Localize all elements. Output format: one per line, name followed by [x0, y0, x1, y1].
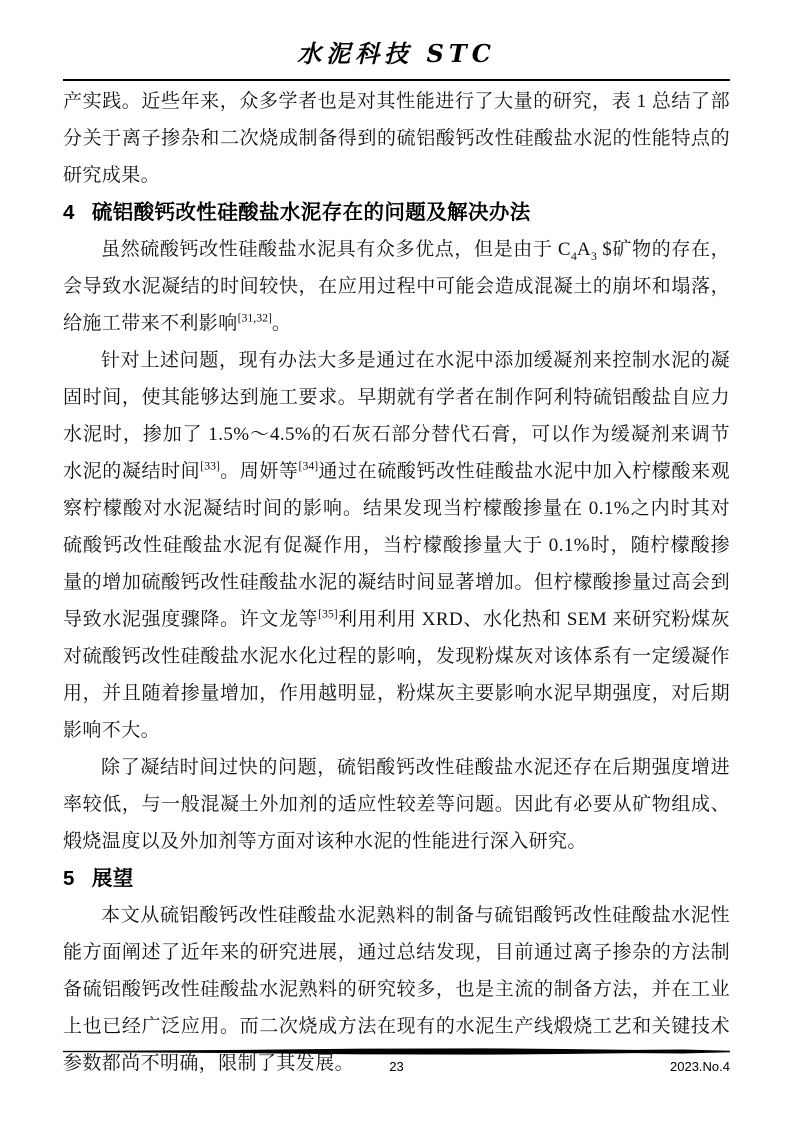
section4-heading — [63, 194, 730, 231]
page-number: 23 — [389, 1059, 404, 1074]
body-paragraph: 除了凝结时间过快的问题，硫铝酸钙改性硅酸盐水泥还存在后期强度增进率较低，与一般混凝土外加剂的适应性较差等问题。因此有必要从矿物组成、煅烧温度以及外加剂等方面对该种水泥的性能进行深入研究。 — [63, 757, 730, 852]
section5-heading — [63, 860, 730, 897]
footer-divider — [63, 1047, 730, 1056]
page-header — [0, 0, 793, 81]
section4-title: 硫铝酸钙改性硅酸盐水泥存在的问题及解决办法 — [91, 201, 531, 224]
body-paragraph: 本文从硫铝酸钙改性硅酸盐水泥熟料的制备与硫铝酸钙改性硅酸盐水泥性能方面阐述了近年来的研究进展，通过总结发现，目前通过离子掺杂的方法制备硫铝酸钙改性硅酸盐水泥熟料的研究较多，也是主流的制备方法，并在工业上也已经广泛应用。而二次烧成方法在现有的水泥生产线煅烧工艺和关键技术参数都尚不明确，限制了其发展。 — [63, 905, 730, 1074]
continuation-paragraph: 产实践。近些年来，众多学者也是对其性能进行了大量的研究，表 1 总结了部分关于离子掺杂和二次烧成制备得到的硫铝酸钙改性硅酸盐水泥的性能特点的研究成果。 — [63, 91, 730, 186]
body-paragraph: 虽然硫酸钙改性硅酸盐水泥具有众多优点，但是由于 $C_4A_3$ $矿物的存在，会导致水泥凝结的时间较快，在应用过程中可能会造成混凝土的崩坏和塌落，给施工带来不利影响[31,32]。 — [63, 239, 730, 334]
footer-row — [63, 1058, 730, 1076]
body-paragraph: 针对上述问题，现有办法大多是通过在水泥中添加缓凝剂来控制水泥的凝固时间，使其能够达到施工要求。早期就有学者在制作阿利特硫铝酸盐自应力水泥时，掺加了 1.5%～4.5%的石灰石部分替代石膏，可以作为缓凝剂来调节水泥的凝结时间[33]。周妍等[34]通过在硫酸钙改性硅酸盐水泥中加入柠檬酸来观察柠檬酸对水泥凝结时间的影响。结果发现当柠檬酸掺量在 0.1%之内时其对硫酸钙改性硅酸盐水泥有促凝作用，当柠檬酸掺量大于 0.1%时，随柠檬酸掺量的增加硫酸钙改性硅酸盐水泥的凝结时间显著增加。但柠檬酸掺量过高会到导致水泥强度骤降。许文龙等[35]利用利用 XRD、水化热和 SEM 来研究粉煤灰对硫酸钙改性硅酸盐水泥水化过程的影响，发现粉煤灰对该体系有一定缓凝作用，并且随着掺量增加，作用越明显，粉煤灰主要影响水泥早期强度，对后期影响不大。 — [63, 350, 730, 741]
section5-number: 5 — [63, 867, 75, 890]
section4-number: 4 — [63, 201, 75, 224]
journal-title: 水泥科技 STC — [297, 39, 496, 68]
issue-label: 2023.No.4 — [670, 1059, 730, 1074]
page-footer — [63, 1047, 730, 1076]
page-content — [0, 81, 793, 1082]
section5-title: 展望 — [91, 867, 134, 890]
